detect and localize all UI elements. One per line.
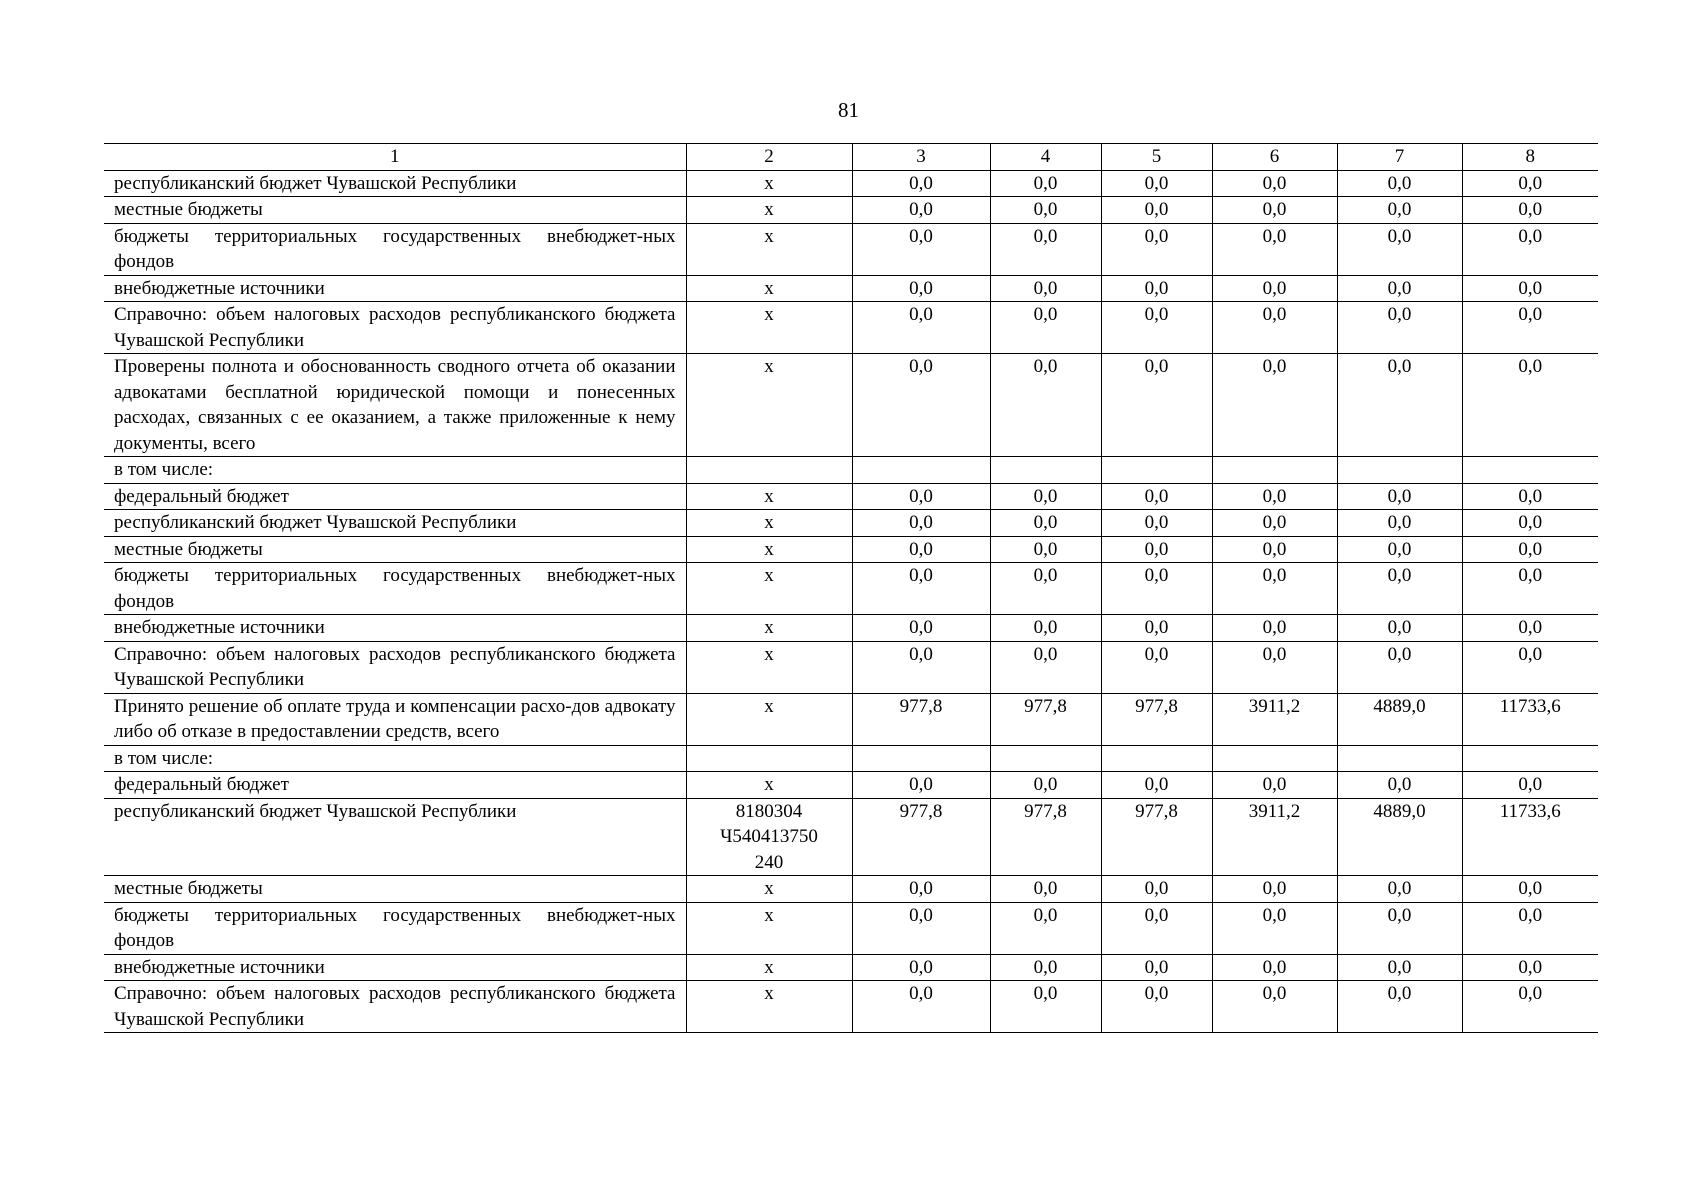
budget-code-cell: x bbox=[686, 876, 852, 903]
value-cell-col-3: 0,0 bbox=[852, 876, 990, 903]
value-cell-col-6: 0,0 bbox=[1212, 510, 1337, 537]
value-cell-col-6: 0,0 bbox=[1212, 197, 1337, 224]
value-cell-col-4: 0,0 bbox=[990, 223, 1101, 275]
budget-code-cell: x bbox=[686, 772, 852, 799]
value-cell-col-8: 0,0 bbox=[1462, 197, 1598, 224]
value-cell-col-8: 0,0 bbox=[1462, 302, 1598, 354]
table-row bbox=[104, 981, 1598, 1033]
column-header: 2 bbox=[686, 144, 852, 171]
value-cell-col-7 bbox=[1337, 745, 1462, 772]
value-cell-col-5: 0,0 bbox=[1101, 302, 1212, 354]
row-label: бюджеты территориальных государственных внебюджет-ных фондов bbox=[104, 223, 686, 275]
budget-code-cell: x bbox=[686, 170, 852, 197]
table-row bbox=[104, 641, 1598, 693]
table-row bbox=[104, 170, 1598, 197]
value-cell-col-5: 0,0 bbox=[1101, 223, 1212, 275]
value-cell-col-8: 0,0 bbox=[1462, 954, 1598, 981]
value-cell-col-8: 0,0 bbox=[1462, 615, 1598, 642]
value-cell-col-4: 0,0 bbox=[990, 876, 1101, 903]
value-cell-col-4: 0,0 bbox=[990, 536, 1101, 563]
value-cell-col-5: 0,0 bbox=[1101, 170, 1212, 197]
row-label: республиканский бюджет Чувашской Республики bbox=[104, 170, 686, 197]
budget-code-cell bbox=[686, 457, 852, 484]
value-cell-col-3: 0,0 bbox=[852, 536, 990, 563]
value-cell-col-5: 0,0 bbox=[1101, 510, 1212, 537]
value-cell-col-7: 0,0 bbox=[1337, 354, 1462, 457]
table-row bbox=[104, 615, 1598, 642]
value-cell-col-8: 0,0 bbox=[1462, 275, 1598, 302]
value-cell-col-4: 0,0 bbox=[990, 954, 1101, 981]
table-row bbox=[104, 483, 1598, 510]
value-cell-col-5 bbox=[1101, 745, 1212, 772]
row-label: Справочно: объем налоговых расходов республиканского бюджета Чувашской Республики bbox=[104, 302, 686, 354]
value-cell-col-4 bbox=[990, 457, 1101, 484]
value-cell-col-5: 0,0 bbox=[1101, 902, 1212, 954]
value-cell-col-6: 0,0 bbox=[1212, 483, 1337, 510]
row-label: Справочно: объем налоговых расходов республиканского бюджета Чувашской Республики bbox=[104, 641, 686, 693]
value-cell-col-7: 4889,0 bbox=[1337, 693, 1462, 745]
value-cell-col-4: 977,8 bbox=[990, 798, 1101, 876]
value-cell-col-8: 0,0 bbox=[1462, 876, 1598, 903]
table-row bbox=[104, 302, 1598, 354]
value-cell-col-8: 0,0 bbox=[1462, 536, 1598, 563]
value-cell-col-7: 0,0 bbox=[1337, 536, 1462, 563]
table-row bbox=[104, 275, 1598, 302]
value-cell-col-8: 0,0 bbox=[1462, 354, 1598, 457]
row-label: Проверены полнота и обоснованность сводного отчета об оказании адвокатами бесплатной юридической помощи и понесенных расходах, связанных с ее оказанием, а также приложенные к нему документы, всего bbox=[104, 354, 686, 457]
value-cell-col-5 bbox=[1101, 457, 1212, 484]
row-label: внебюджетные источники bbox=[104, 275, 686, 302]
value-cell-col-6: 0,0 bbox=[1212, 981, 1337, 1033]
column-header: 3 bbox=[852, 144, 990, 171]
table-row bbox=[104, 563, 1598, 615]
value-cell-col-8: 0,0 bbox=[1462, 772, 1598, 799]
value-cell-col-6 bbox=[1212, 745, 1337, 772]
value-cell-col-6: 0,0 bbox=[1212, 641, 1337, 693]
budget-code-cell: x bbox=[686, 615, 852, 642]
value-cell-col-3: 0,0 bbox=[852, 275, 990, 302]
value-cell-col-5: 0,0 bbox=[1101, 615, 1212, 642]
budget-code-cell: x bbox=[686, 902, 852, 954]
row-label: федеральный бюджет bbox=[104, 483, 686, 510]
value-cell-col-3: 0,0 bbox=[852, 483, 990, 510]
value-cell-col-5: 0,0 bbox=[1101, 483, 1212, 510]
value-cell-col-3: 0,0 bbox=[852, 902, 990, 954]
value-cell-col-4: 0,0 bbox=[990, 170, 1101, 197]
value-cell-col-8: 0,0 bbox=[1462, 510, 1598, 537]
table-row bbox=[104, 536, 1598, 563]
value-cell-col-3: 0,0 bbox=[852, 354, 990, 457]
budget-code-cell: x bbox=[686, 954, 852, 981]
value-cell-col-8: 0,0 bbox=[1462, 223, 1598, 275]
value-cell-col-7: 0,0 bbox=[1337, 223, 1462, 275]
value-cell-col-7: 0,0 bbox=[1337, 197, 1462, 224]
value-cell-col-3: 0,0 bbox=[852, 197, 990, 224]
value-cell-col-4: 0,0 bbox=[990, 563, 1101, 615]
value-cell-col-4: 0,0 bbox=[990, 902, 1101, 954]
value-cell-col-5: 0,0 bbox=[1101, 275, 1212, 302]
page-number: 81 bbox=[838, 98, 859, 122]
row-label: внебюджетные источники bbox=[104, 954, 686, 981]
value-cell-col-6: 0,0 bbox=[1212, 772, 1337, 799]
value-cell-col-7: 4889,0 bbox=[1337, 798, 1462, 876]
budget-code-cell: x bbox=[686, 275, 852, 302]
value-cell-col-8 bbox=[1462, 745, 1598, 772]
column-header: 6 bbox=[1212, 144, 1337, 171]
value-cell-col-4: 0,0 bbox=[990, 483, 1101, 510]
value-cell-col-7: 0,0 bbox=[1337, 641, 1462, 693]
value-cell-col-6: 0,0 bbox=[1212, 170, 1337, 197]
value-cell-col-7 bbox=[1337, 457, 1462, 484]
value-cell-col-6 bbox=[1212, 457, 1337, 484]
row-label: местные бюджеты bbox=[104, 197, 686, 224]
value-cell-col-6: 0,0 bbox=[1212, 302, 1337, 354]
budget-code-cell: x bbox=[686, 693, 852, 745]
value-cell-col-5: 0,0 bbox=[1101, 954, 1212, 981]
table-row bbox=[104, 745, 1598, 772]
value-cell-col-4: 0,0 bbox=[990, 302, 1101, 354]
value-cell-col-8: 0,0 bbox=[1462, 981, 1598, 1033]
budget-code-cell bbox=[686, 745, 852, 772]
value-cell-col-6: 0,0 bbox=[1212, 223, 1337, 275]
row-label: бюджеты территориальных государственных внебюджет-ных фондов bbox=[104, 902, 686, 954]
table-row bbox=[104, 693, 1598, 745]
budget-code-cell: x bbox=[686, 641, 852, 693]
value-cell-col-3: 0,0 bbox=[852, 223, 990, 275]
value-cell-col-6: 3911,2 bbox=[1212, 693, 1337, 745]
value-cell-col-8: 11733,6 bbox=[1462, 693, 1598, 745]
value-cell-col-7: 0,0 bbox=[1337, 302, 1462, 354]
value-cell-col-6: 0,0 bbox=[1212, 954, 1337, 981]
value-cell-col-3: 0,0 bbox=[852, 510, 990, 537]
value-cell-col-3: 977,8 bbox=[852, 798, 990, 876]
value-cell-col-6: 0,0 bbox=[1212, 536, 1337, 563]
value-cell-col-8: 0,0 bbox=[1462, 902, 1598, 954]
table-row bbox=[104, 798, 1598, 876]
value-cell-col-3: 0,0 bbox=[852, 772, 990, 799]
value-cell-col-6: 0,0 bbox=[1212, 563, 1337, 615]
budget-code-cell: x bbox=[686, 354, 852, 457]
row-label: внебюджетные источники bbox=[104, 615, 686, 642]
value-cell-col-8: 0,0 bbox=[1462, 170, 1598, 197]
table-row bbox=[104, 876, 1598, 903]
row-label: в том числе: bbox=[104, 745, 686, 772]
value-cell-col-7: 0,0 bbox=[1337, 772, 1462, 799]
budget-table bbox=[104, 143, 1598, 1033]
value-cell-col-6: 0,0 bbox=[1212, 354, 1337, 457]
budget-code-cell: x bbox=[686, 563, 852, 615]
budget-code-cell: 8180304 Ч540413750 240 bbox=[686, 798, 852, 876]
row-label: Принято решение об оплате труда и компенсации расхо-дов адвокату либо об отказе в предоставлении средств, всего bbox=[104, 693, 686, 745]
value-cell-col-4: 0,0 bbox=[990, 772, 1101, 799]
column-header: 7 bbox=[1337, 144, 1462, 171]
value-cell-col-7: 0,0 bbox=[1337, 876, 1462, 903]
value-cell-col-7: 0,0 bbox=[1337, 902, 1462, 954]
budget-code-cell: x bbox=[686, 510, 852, 537]
value-cell-col-4: 0,0 bbox=[990, 275, 1101, 302]
row-label: местные бюджеты bbox=[104, 876, 686, 903]
table-row bbox=[104, 772, 1598, 799]
value-cell-col-4: 0,0 bbox=[990, 197, 1101, 224]
row-label: местные бюджеты bbox=[104, 536, 686, 563]
value-cell-col-4 bbox=[990, 745, 1101, 772]
value-cell-col-5: 977,8 bbox=[1101, 798, 1212, 876]
value-cell-col-3: 0,0 bbox=[852, 302, 990, 354]
value-cell-col-8: 0,0 bbox=[1462, 563, 1598, 615]
table-row bbox=[104, 902, 1598, 954]
table-row bbox=[104, 457, 1598, 484]
table-row bbox=[104, 223, 1598, 275]
column-header: 5 bbox=[1101, 144, 1212, 171]
table-row bbox=[104, 354, 1598, 457]
value-cell-col-5: 0,0 bbox=[1101, 536, 1212, 563]
value-cell-col-7: 0,0 bbox=[1337, 954, 1462, 981]
value-cell-col-5: 0,0 bbox=[1101, 876, 1212, 903]
value-cell-col-8 bbox=[1462, 457, 1598, 484]
value-cell-col-4: 0,0 bbox=[990, 981, 1101, 1033]
budget-code-cell: x bbox=[686, 536, 852, 563]
budget-code-cell: x bbox=[686, 483, 852, 510]
budget-code-cell: x bbox=[686, 223, 852, 275]
value-cell-col-6: 0,0 bbox=[1212, 615, 1337, 642]
value-cell-col-7: 0,0 bbox=[1337, 510, 1462, 537]
value-cell-col-5: 0,0 bbox=[1101, 563, 1212, 615]
row-label: Справочно: объем налоговых расходов республиканского бюджета Чувашской Республики bbox=[104, 981, 686, 1033]
row-label: бюджеты территориальных государственных внебюджет-ных фондов bbox=[104, 563, 686, 615]
value-cell-col-3: 0,0 bbox=[852, 981, 990, 1033]
row-label: в том числе: bbox=[104, 457, 686, 484]
value-cell-col-3: 977,8 bbox=[852, 693, 990, 745]
value-cell-col-4: 0,0 bbox=[990, 354, 1101, 457]
value-cell-col-8: 0,0 bbox=[1462, 641, 1598, 693]
value-cell-col-6: 3911,2 bbox=[1212, 798, 1337, 876]
value-cell-col-7: 0,0 bbox=[1337, 483, 1462, 510]
value-cell-col-3: 0,0 bbox=[852, 615, 990, 642]
value-cell-col-7: 0,0 bbox=[1337, 615, 1462, 642]
column-header: 1 bbox=[104, 144, 686, 171]
value-cell-col-4: 0,0 bbox=[990, 510, 1101, 537]
value-cell-col-3 bbox=[852, 457, 990, 484]
value-cell-col-4: 0,0 bbox=[990, 615, 1101, 642]
value-cell-col-5: 0,0 bbox=[1101, 772, 1212, 799]
column-header: 8 bbox=[1462, 144, 1598, 171]
row-label: республиканский бюджет Чувашской Республики bbox=[104, 510, 686, 537]
column-header: 4 bbox=[990, 144, 1101, 171]
value-cell-col-3: 0,0 bbox=[852, 641, 990, 693]
value-cell-col-7: 0,0 bbox=[1337, 275, 1462, 302]
value-cell-col-6: 0,0 bbox=[1212, 876, 1337, 903]
value-cell-col-5: 0,0 bbox=[1101, 197, 1212, 224]
value-cell-col-4: 977,8 bbox=[990, 693, 1101, 745]
table-row bbox=[104, 197, 1598, 224]
table-row bbox=[104, 510, 1598, 537]
table-row bbox=[104, 954, 1598, 981]
value-cell-col-3: 0,0 bbox=[852, 954, 990, 981]
value-cell-col-3: 0,0 bbox=[852, 170, 990, 197]
row-label: республиканский бюджет Чувашской Республики bbox=[104, 798, 686, 876]
value-cell-col-6: 0,0 bbox=[1212, 275, 1337, 302]
value-cell-col-7: 0,0 bbox=[1337, 563, 1462, 615]
value-cell-col-5: 0,0 bbox=[1101, 641, 1212, 693]
value-cell-col-3 bbox=[852, 745, 990, 772]
value-cell-col-4: 0,0 bbox=[990, 641, 1101, 693]
value-cell-col-8: 0,0 bbox=[1462, 483, 1598, 510]
value-cell-col-7: 0,0 bbox=[1337, 981, 1462, 1033]
value-cell-col-3: 0,0 bbox=[852, 563, 990, 615]
table-header-row bbox=[104, 144, 1598, 171]
value-cell-col-8: 11733,6 bbox=[1462, 798, 1598, 876]
value-cell-col-7: 0,0 bbox=[1337, 170, 1462, 197]
value-cell-col-5: 0,0 bbox=[1101, 354, 1212, 457]
budget-code-cell: x bbox=[686, 302, 852, 354]
budget-code-cell: x bbox=[686, 981, 852, 1033]
value-cell-col-5: 977,8 bbox=[1101, 693, 1212, 745]
budget-code-cell: x bbox=[686, 197, 852, 224]
value-cell-col-5: 0,0 bbox=[1101, 981, 1212, 1033]
row-label: федеральный бюджет bbox=[104, 772, 686, 799]
value-cell-col-6: 0,0 bbox=[1212, 902, 1337, 954]
